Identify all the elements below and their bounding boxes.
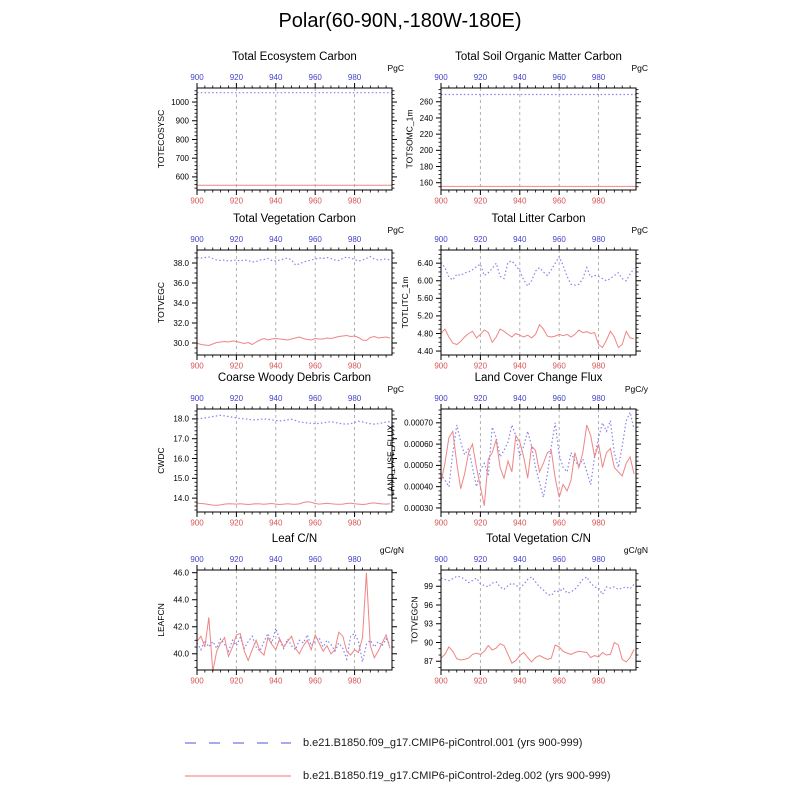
x-tick-label-bottom: 920	[473, 196, 488, 206]
y-tick-label: 700	[175, 153, 189, 163]
x-tick-label-bottom: 940	[269, 676, 283, 686]
y-tick-label: 93	[424, 619, 433, 629]
y-axis-label: LAND_USE_FLUX	[385, 424, 396, 497]
y-tick-label: 0.00040	[404, 482, 433, 492]
y-tick-label: 6.00	[417, 276, 433, 286]
x-tick-label-top: 900	[190, 73, 204, 82]
y-tick-label: 240	[419, 113, 433, 123]
series-case1-line	[441, 257, 634, 286]
x-tick-label-bottom: 960	[308, 518, 322, 528]
y-tick-label: 0.00060	[404, 439, 433, 449]
x-tick-label-top: 940	[513, 235, 527, 244]
y-axis-label: TOTSOMC_1m	[404, 109, 415, 169]
y-tick-label: 34.0	[173, 298, 189, 308]
x-tick-label-bottom: 980	[591, 196, 606, 206]
series-case1-line	[197, 415, 390, 424]
subplot-leaf-c-n	[140, 525, 410, 698]
x-tick-label-top: 940	[513, 555, 527, 564]
x-tick-label-bottom: 980	[347, 676, 362, 686]
legend-label-case2: b.e21.B1850.f19_g17.CMIP6-piControl-2deg.002 (yrs 900-999)	[303, 769, 611, 782]
x-tick-label-top: 980	[591, 394, 606, 403]
x-tick-label-bottom: 980	[591, 676, 606, 686]
page-title: Polar(60-90N,-180W-180E)	[278, 10, 522, 32]
y-tick-label: 900	[175, 116, 189, 126]
x-tick-label-bottom: 900	[434, 361, 448, 371]
units-label: PgC	[387, 225, 404, 235]
plot-frame	[441, 88, 636, 190]
x-tick-label-top: 980	[347, 394, 362, 403]
y-tick-label: 46.0	[173, 568, 189, 578]
x-tick-label-bottom: 960	[308, 196, 322, 206]
series-case1-line	[441, 412, 634, 497]
x-tick-label-bottom: 960	[552, 196, 566, 206]
y-tick-label: 38.0	[173, 258, 189, 268]
series-case1-line	[441, 576, 634, 595]
x-tick-label-top: 960	[308, 394, 322, 403]
x-tick-label-bottom: 920	[229, 518, 244, 528]
x-tick-label-bottom: 980	[591, 361, 606, 371]
x-tick-label-bottom: 920	[229, 361, 244, 371]
units-label: PgC	[387, 384, 404, 394]
subplot-total-ecosystem-carbon	[140, 43, 410, 218]
y-tick-label: 17.0	[173, 434, 189, 444]
x-tick-label-top: 940	[269, 555, 283, 564]
x-tick-label-bottom: 960	[552, 676, 566, 686]
x-tick-label-bottom: 900	[434, 196, 448, 206]
y-tick-label: 0.00050	[404, 461, 433, 471]
y-tick-label: 200	[419, 146, 433, 156]
legend-line-case1-dashed	[183, 739, 293, 747]
legend-item-case1	[183, 733, 611, 752]
subplot-land-cover-change-flux	[384, 361, 654, 540]
units-label: gC/gN	[623, 545, 648, 555]
x-tick-label-top: 940	[269, 73, 283, 82]
x-tick-label-bottom: 940	[513, 196, 527, 206]
y-tick-label: 14.0	[173, 493, 189, 503]
x-tick-label-top: 980	[347, 73, 362, 82]
y-tick-label: 6.40	[417, 258, 433, 268]
x-tick-label-bottom: 900	[190, 361, 204, 371]
chart-title: Total Vegetation Carbon	[233, 213, 356, 225]
plot-frame	[197, 250, 392, 355]
x-tick-label-bottom: 920	[229, 196, 244, 206]
x-tick-label-bottom: 920	[473, 361, 488, 371]
x-tick-label-bottom: 940	[513, 676, 527, 686]
units-label: PgC	[631, 63, 648, 73]
units-label: PgC/y	[624, 384, 648, 394]
x-tick-label-bottom: 960	[552, 361, 566, 371]
x-tick-label-top: 900	[434, 73, 448, 82]
x-tick-label-top: 920	[229, 555, 244, 564]
subplot-total-litter-carbon	[384, 205, 654, 383]
x-tick-label-top: 960	[308, 235, 322, 244]
y-tick-label: 800	[175, 135, 189, 145]
plot-frame	[197, 409, 392, 512]
chart-title: Total Soil Organic Matter Carbon	[455, 51, 622, 63]
y-tick-label: 15.0	[173, 474, 189, 484]
x-tick-label-bottom: 940	[269, 518, 283, 528]
series-case2-line	[197, 502, 390, 506]
x-tick-label-bottom: 980	[591, 518, 606, 528]
y-tick-label: 180	[419, 162, 433, 172]
series-case2-line	[441, 425, 634, 506]
x-tick-label-top: 960	[552, 73, 566, 82]
x-tick-label-bottom: 920	[229, 676, 244, 686]
x-tick-label-top: 900	[190, 555, 204, 564]
series-case2-line	[441, 325, 634, 348]
y-tick-label: 44.0	[173, 595, 189, 605]
x-tick-label-bottom: 900	[434, 518, 448, 528]
y-tick-label: 5.60	[417, 294, 433, 304]
y-tick-label: 16.0	[173, 454, 189, 464]
x-tick-label-top: 960	[552, 235, 566, 244]
x-tick-label-top: 940	[269, 394, 283, 403]
x-tick-label-top: 920	[473, 235, 488, 244]
x-tick-label-bottom: 900	[190, 676, 204, 686]
y-tick-label: 600	[175, 172, 189, 182]
x-tick-label-top: 960	[552, 555, 566, 564]
x-tick-label-bottom: 980	[347, 196, 362, 206]
y-axis-label: TOTVEGC	[155, 282, 166, 323]
subplot-coarse-woody-debris-carbon	[140, 361, 410, 540]
x-tick-label-top: 920	[473, 555, 488, 564]
x-tick-label-top: 900	[190, 235, 204, 244]
x-tick-label-bottom: 900	[190, 518, 204, 528]
y-axis-label: LEAFCN	[155, 603, 166, 637]
x-tick-label-top: 900	[434, 235, 448, 244]
x-tick-label-bottom: 980	[347, 361, 362, 371]
x-tick-label-top: 920	[473, 394, 488, 403]
x-tick-label-top: 980	[347, 235, 362, 244]
x-tick-label-bottom: 900	[434, 676, 448, 686]
y-axis-label: TOTVEGCN	[409, 596, 420, 644]
x-tick-label-top: 900	[434, 555, 448, 564]
x-tick-label-top: 960	[308, 73, 322, 82]
y-tick-label: 18.0	[173, 414, 189, 424]
legend-item-case2	[183, 766, 611, 785]
legend-label-case1: b.e21.B1850.f09_g17.CMIP6-piControl.001 (yrs 900-999)	[303, 736, 583, 749]
chart-title: Coarse Woody Debris Carbon	[217, 372, 372, 384]
y-tick-label: 96	[424, 600, 433, 610]
chart-title: Land Cover Change Flux	[474, 372, 603, 384]
y-tick-label: 4.40	[417, 346, 433, 356]
units-label: gC/gN	[379, 545, 404, 555]
x-tick-label-bottom: 920	[473, 676, 488, 686]
plot-frame	[197, 570, 392, 670]
x-tick-label-bottom: 940	[269, 361, 283, 371]
x-tick-label-top: 920	[229, 73, 244, 82]
series-case2-line	[441, 643, 634, 664]
y-tick-label: 32.0	[173, 318, 189, 328]
chart-title: Total Litter Carbon	[491, 213, 586, 225]
x-tick-label-bottom: 940	[513, 518, 527, 528]
x-tick-label-bottom: 920	[473, 518, 488, 528]
x-tick-label-bottom: 940	[269, 196, 283, 206]
subplot-total-vegetation-c-n	[384, 525, 654, 698]
x-tick-label-top: 940	[513, 394, 527, 403]
y-tick-label: 30.0	[173, 338, 189, 348]
x-tick-label-top: 960	[308, 555, 322, 564]
y-tick-label: 1000	[171, 97, 189, 107]
x-tick-label-bottom: 960	[308, 361, 322, 371]
x-tick-label-bottom: 960	[552, 518, 566, 528]
chart-title: Total Ecosystem Carbon	[232, 51, 357, 63]
legend	[183, 733, 611, 799]
y-tick-label: 40.0	[173, 649, 189, 659]
subplot-total-vegetation-carbon	[140, 205, 410, 383]
plot-frame	[197, 88, 392, 190]
x-tick-label-bottom: 940	[513, 361, 527, 371]
x-tick-label-top: 920	[473, 73, 488, 82]
chart-title: Leaf C/N	[271, 533, 318, 545]
x-tick-label-top: 920	[229, 235, 244, 244]
plot-frame	[441, 409, 636, 512]
y-axis-label: TOTLITC_1m	[399, 276, 410, 329]
y-tick-label: 99	[424, 582, 433, 592]
x-tick-label-top: 980	[347, 555, 362, 564]
y-axis-label: TOTECOSYSC	[155, 109, 166, 169]
x-tick-label-top: 980	[591, 73, 606, 82]
x-tick-label-top: 980	[591, 555, 606, 564]
chart-title: Total Vegetation C/N	[486, 533, 591, 545]
y-tick-label: 42.0	[173, 622, 189, 632]
x-tick-label-top: 940	[513, 73, 527, 82]
units-label: PgC	[631, 225, 648, 235]
y-tick-label: 5.20	[417, 311, 433, 321]
x-tick-label-top: 900	[434, 394, 448, 403]
y-tick-label: 90	[424, 638, 433, 648]
x-tick-label-top: 920	[229, 394, 244, 403]
y-tick-label: 0.00070	[404, 418, 433, 428]
series-case2-line	[197, 336, 390, 346]
x-tick-label-bottom: 900	[190, 196, 204, 206]
y-tick-label: 87	[424, 657, 433, 667]
subplot-total-soil-organic-matter-carbon	[384, 43, 654, 218]
x-tick-label-bottom: 980	[347, 518, 362, 528]
y-tick-label: 0.00030	[404, 503, 433, 513]
y-tick-label: 4.80	[417, 329, 433, 339]
units-label: PgC	[387, 63, 404, 73]
x-tick-label-bottom: 960	[308, 676, 322, 686]
legend-line-case2-solid	[183, 772, 293, 780]
x-tick-label-top: 960	[552, 394, 566, 403]
x-tick-label-top: 980	[591, 235, 606, 244]
series-case1-line	[197, 257, 390, 266]
y-tick-label: 160	[419, 178, 433, 188]
x-tick-label-top: 900	[190, 394, 204, 403]
x-tick-label-top: 940	[269, 235, 283, 244]
y-tick-label: 36.0	[173, 278, 189, 288]
y-tick-label: 220	[419, 129, 433, 139]
y-axis-label: CWDC	[155, 447, 166, 474]
y-tick-label: 260	[419, 97, 433, 107]
